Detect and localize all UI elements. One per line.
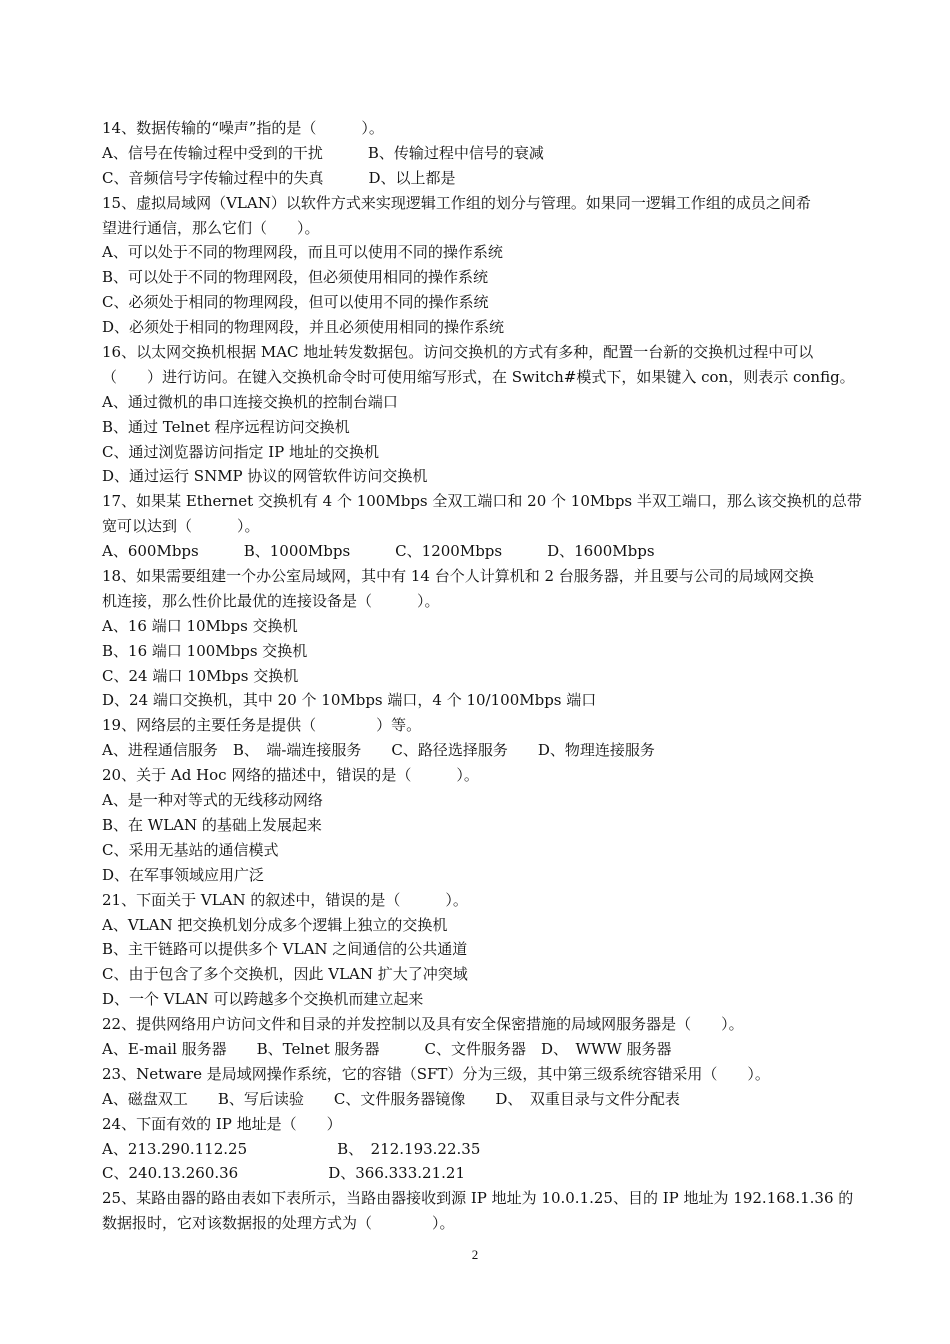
question-text-block xyxy=(102,116,878,1236)
question-18-option-c: C、24 端口 10Mbps 交换机 xyxy=(102,666,299,685)
question-15-option-c: C、必须处于相同的物理网段，但可以使用不同的操作系统 xyxy=(102,293,489,312)
question-18-option-d: D、24 端口交换机，其中 20 个 10Mbps 端口，4 个 10/100Mbps 端口 xyxy=(102,691,597,710)
question-15-option-a: A、可以处于不同的物理网段，而且可以使用不同的操作系统 xyxy=(102,243,503,262)
question-20-option-d: D、在军事领域应用广泛 xyxy=(102,865,265,884)
question-17-options: A、600Mbps B、1000Mbps C、1200Mbps D、1600Mbps xyxy=(102,542,655,561)
question-22-options: A、E-mail 服务器 B、Telnet 服务器 C、文件服务器 D、 WWW 服务器 xyxy=(102,1039,672,1058)
question-16-option-b: B、通过 Telnet 程序远程访问交换机 xyxy=(102,417,350,436)
question-20-stem: 20、关于 Ad Hoc 网络的描述中，错误的是（ ）。 xyxy=(102,766,479,785)
question-23-options: A、磁盘双工 B、写后读验 C、文件服务器镜像 D、 双重目录与文件分配表 xyxy=(102,1089,680,1108)
question-18-option-a: A、16 端口 10Mbps 交换机 xyxy=(102,616,298,635)
question-15-stem: 15、虚拟局域网（VLAN）以软件方式来实现逻辑工作组的划分与管理。如果同一逻辑工作组的成员之间希 xyxy=(102,193,811,212)
question-24-options-ab: A、213.290.112.25 B、 212.193.22.35 xyxy=(102,1139,481,1158)
question-21-stem: 21、下面关于 VLAN 的叙述中，错误的是（ ）。 xyxy=(102,890,468,909)
question-20-option-c: C、采用无基站的通信模式 xyxy=(102,840,279,859)
question-16-stem: 16、以太网交换机根据 MAC 地址转发数据包。访问交换机的方式有多种，配置一台新的交换机过程中可以 xyxy=(102,343,814,362)
question-24-stem: 24、下面有效的 IP 地址是（ ） xyxy=(102,1114,342,1133)
question-14-options-ab: A、信号在传输过程中受到的干扰 B、传输过程中信号的衰减 xyxy=(102,143,544,162)
question-22-stem: 22、提供网络用户访问文件和目录的并发控制以及具有安全保密措施的局域网服务器是（ ）。 xyxy=(102,1015,744,1034)
question-21-option-c: C、由于包含了多个交换机，因此 VLAN 扩大了冲突域 xyxy=(102,965,468,984)
question-19-options: A、进程通信服务 B、 端-端连接服务 C、路径选择服务 D、物理连接服务 xyxy=(102,741,655,760)
question-18-stem-cont: 机连接，那么性价比最优的连接设备是（ ）。 xyxy=(102,591,440,610)
question-15-stem-cont: 望进行通信，那么它们（ ）。 xyxy=(102,218,320,237)
question-15-option-d: D、必须处于相同的物理网段，并且必须使用相同的操作系统 xyxy=(102,318,505,337)
question-21-option-b: B、主干链路可以提供多个 VLAN 之间通信的公共通道 xyxy=(102,940,468,959)
question-21-option-a: A、VLAN 把交换机划分成多个逻辑上独立的交换机 xyxy=(102,915,448,934)
question-14-stem: 14、数据传输的“噪声”指的是（ ）。 xyxy=(102,119,384,137)
question-16-stem-cont: （ ）进行访问。在键入交换机命令时可使用缩写形式，在 Switch#模式下，如果键入 con，则表示 config。 xyxy=(102,367,855,386)
question-20-option-b: B、在 WLAN 的基础上发展起来 xyxy=(102,815,322,834)
question-25-stem: 25、某路由器的路由表如下表所示，当路由器接收到源 IP 地址为 10.0.1.25、目的 IP 地址为 192.168.1.36 的 xyxy=(102,1189,854,1208)
question-15-option-b: B、可以处于不同的物理网段，但必须使用相同的操作系统 xyxy=(102,268,489,287)
question-18-stem: 18、如果需要组建一个办公室局域网，其中有 14 台个人计算机和 2 台服务器，并且要与公司的局域网交换 xyxy=(102,567,814,586)
question-16-option-a: A、通过微机的串口连接交换机的控制台端口 xyxy=(102,392,398,411)
question-19-stem: 19、网络层的主要任务是提供（ ）等。 xyxy=(102,716,422,735)
page-number: 2 xyxy=(471,1247,479,1262)
question-18-option-b: B、16 端口 100Mbps 交换机 xyxy=(102,641,308,660)
question-14-options-cd: C、音频信号字传输过程中的失真 D、以上都是 xyxy=(102,168,456,187)
question-23-stem: 23、Netware 是局域网操作系统，它的容错（SFT）分为三级，其中第三级系统容错采用（ ）。 xyxy=(102,1064,770,1083)
question-21-option-d: D、一个 VLAN 可以跨越多个交换机而建立起来 xyxy=(102,990,424,1009)
question-24-options-cd: C、240.13.260.36 D、366.333.21.21 xyxy=(102,1164,465,1183)
question-16-option-d: D、通过运行 SNMP 协议的网管软件访问交换机 xyxy=(102,467,428,486)
question-25-stem-cont: 数据报时，它对该数据报的处理方式为（ ）。 xyxy=(102,1214,455,1233)
question-16-option-c: C、通过浏览器访问指定 IP 地址的交换机 xyxy=(102,442,380,461)
question-17-stem-cont: 宽可以达到（ ）。 xyxy=(102,517,260,536)
question-20-option-a: A、是一种对等式的无线移动网络 xyxy=(102,791,323,810)
question-17-stem: 17、如果某 Ethernet 交换机有 4 个 100Mbps 全双工端口和 20 个 10Mbps 半双工端口，那么该交换机的总带 xyxy=(102,492,862,511)
